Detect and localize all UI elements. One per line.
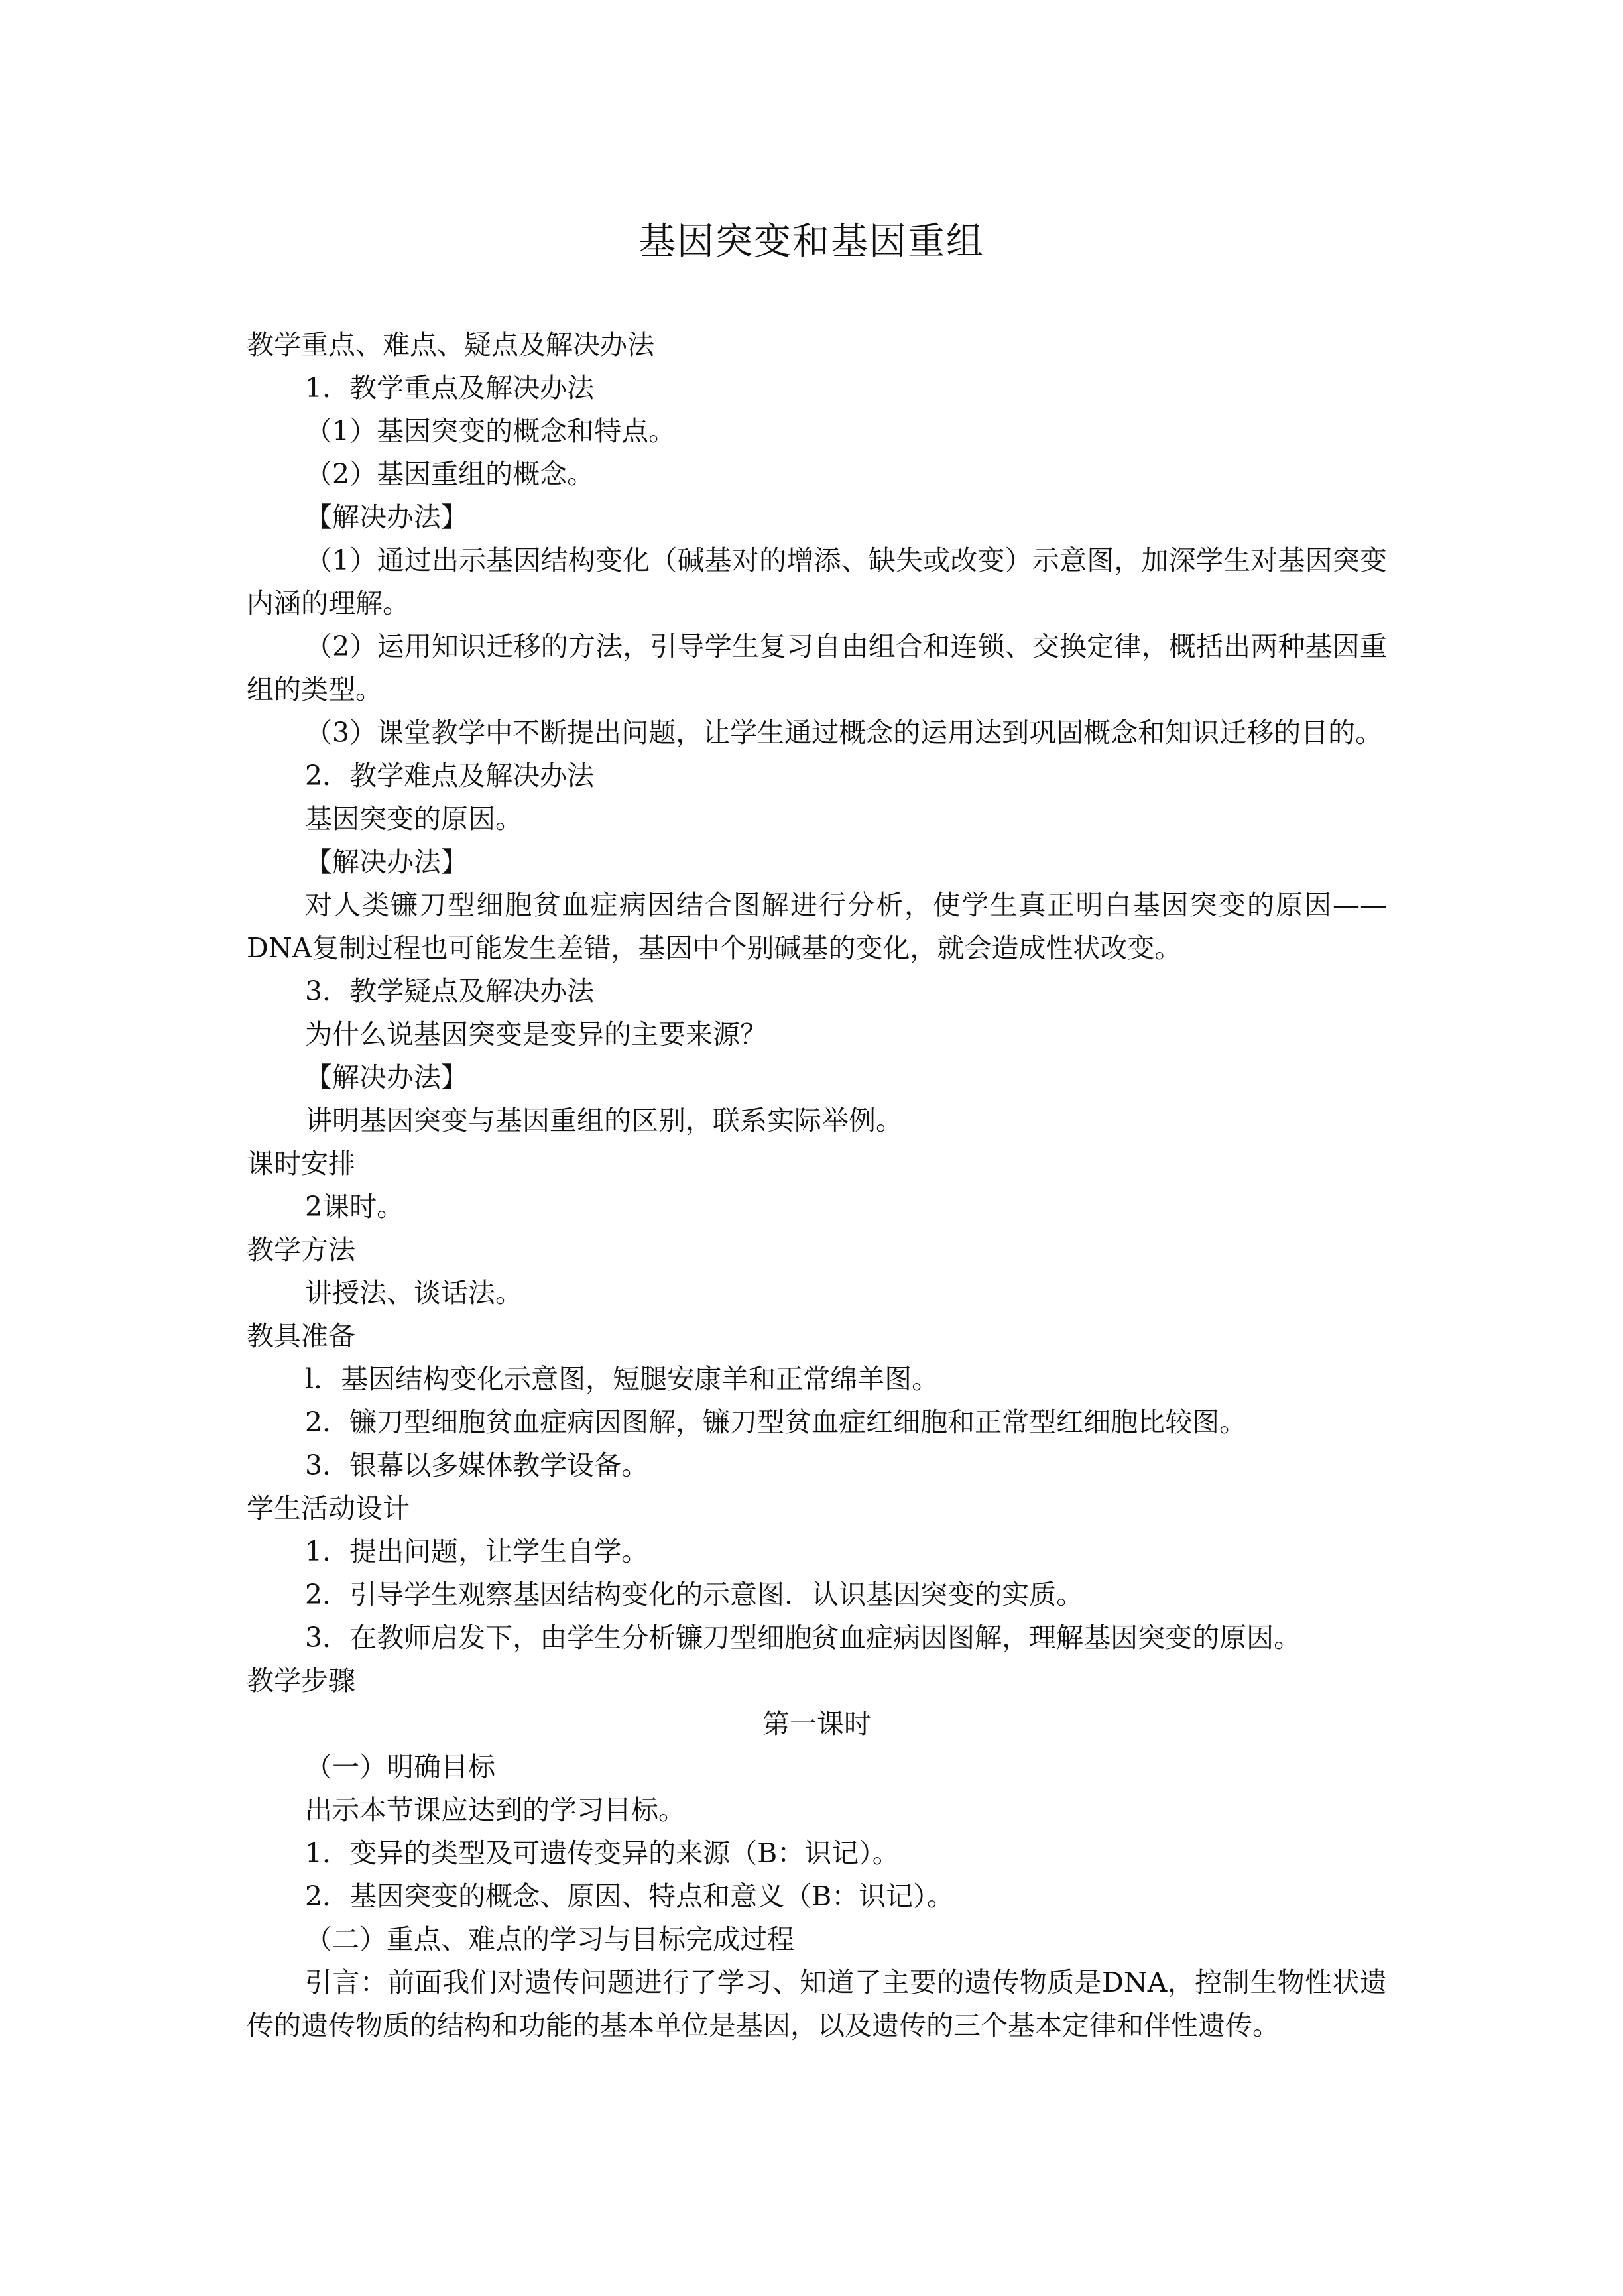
section-heading: 教具准备 — [247, 1320, 355, 1352]
paragraph: （2）运用知识迁移的方法，引导学生复习自由组合和连锁、交换定律，概括出两种基因重组的类型。 — [247, 631, 1387, 705]
text-line: 基因突变的原因。 — [305, 803, 522, 835]
text-line: 为什么说基因突变是变异的主要来源？ — [305, 1018, 767, 1050]
list-item: 3．银幕以多媒体教学设备。 — [305, 1449, 649, 1481]
page-title: 基因突变和基因重组 — [638, 220, 985, 263]
paragraph: （3）课堂教学中不断提出问题，让学生通过概念的运用达到巩固概念和知识迁移的目的。 — [305, 717, 1383, 749]
list-item: （2）基因重组的概念。 — [305, 458, 595, 490]
list-item: 2．引导学生观察基因结构变化的示意图．认识基因突变的实质。 — [305, 1579, 1084, 1610]
section-heading: 教学重点、难点、疑点及解决办法 — [247, 329, 654, 361]
list-item: 2．镰刀型细胞贫血症病因图解，镰刀型贫血症红细胞和正常型红细胞比较图。 — [305, 1406, 1247, 1438]
text-line: 讲授法、谈话法。 — [305, 1277, 522, 1309]
section-heading: 教学步骤 — [247, 1665, 355, 1697]
solution-label: 【解决办法】 — [305, 1061, 468, 1093]
lesson-heading: 第一课时 — [762, 1708, 871, 1740]
text-line: 2课时。 — [305, 1191, 404, 1223]
list-item: l．基因结构变化示意图，短腿安康羊和正常绵羊图。 — [305, 1363, 939, 1395]
subsection-heading: （二）重点、难点的学习与目标完成过程 — [305, 1923, 794, 1955]
section-heading: 课时安排 — [247, 1148, 355, 1179]
list-item: 1．变异的类型及可遗传变异的来源（B：识记）。 — [305, 1837, 900, 1869]
list-item: （1）基因突变的概念和特点。 — [305, 415, 676, 447]
section-heading: 教学方法 — [247, 1234, 355, 1266]
subsection-heading: 1．教学重点及解决办法 — [305, 372, 595, 404]
subsection-heading: 3．教学疑点及解决办法 — [305, 975, 595, 1007]
list-item: 2．基因突变的概念、原因、特点和意义（B：识记）。 — [305, 1880, 954, 1912]
paragraph: 对人类镰刀型细胞贫血症病因结合图解进行分析，使学生真正明白基因突变的原因——DNA复制过程也可能发生差错，基因中个别碱基的变化，就会造成性状改变。 — [247, 889, 1387, 964]
solution-label: 【解决办法】 — [305, 846, 468, 878]
subsection-heading: （一）明确目标 — [305, 1751, 495, 1783]
subsection-heading: 2．教学难点及解决办法 — [305, 760, 595, 792]
section-heading: 学生活动设计 — [247, 1492, 410, 1524]
paragraph: （1）通过出示基因结构变化（碱基对的增添、缺失或改变）示意图，加深学生对基因突变内涵的理解。 — [247, 544, 1387, 619]
paragraph: 引言：前面我们对遗传问题进行了学习、知道了主要的遗传物质是DNA，控制生物性状遗传的遗传物质的结构和功能的基本单位是基因，以及遗传的三个基本定律和伴性遗传。 — [247, 1966, 1387, 2041]
text-line: 出示本节课应达到的学习目标。 — [305, 1794, 686, 1826]
solution-label: 【解决办法】 — [305, 501, 468, 533]
document-body — [247, 324, 1387, 2047]
text-line: 讲明基因突变与基因重组的区别，联系实际举例。 — [305, 1105, 903, 1136]
list-item: 3．在教师启发下，由学生分析镰刀型细胞贫血症病因图解，理解基因突变的原因。 — [305, 1622, 1301, 1654]
list-item: 1．提出问题，让学生自学。 — [305, 1536, 649, 1567]
